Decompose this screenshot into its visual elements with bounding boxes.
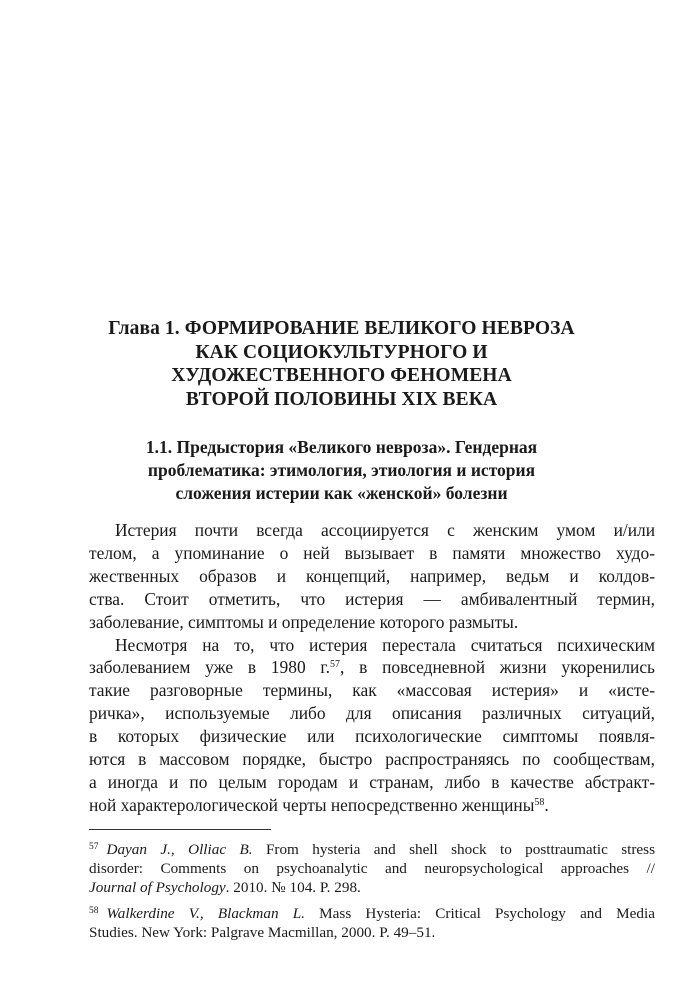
chapter-title-line: КАК СОЦИОКУЛЬТУРНОГО И	[195, 341, 488, 363]
text-line	[89, 794, 655, 817]
footnote-ref-57[interactable]: 57	[329, 659, 340, 671]
text-line: Истерия почти всегда ассоциируется с женским умом и/или	[115, 520, 655, 540]
text-line: такие разговорные термины, как «массовая истерия» и «исте-	[89, 680, 655, 701]
text-line: телом, а упоминание о ней вызывает в памяти множество худо-	[89, 542, 655, 563]
footnote-58	[89, 904, 655, 942]
text-line	[89, 656, 655, 679]
section-title	[100, 436, 583, 504]
text-line: в которых физические или психологические симптомы появля-	[89, 726, 655, 747]
footnote-line	[89, 840, 655, 859]
footnote-number: 57	[89, 842, 99, 852]
footnote-line	[89, 904, 655, 923]
paragraph-2	[89, 634, 655, 817]
text-fragment: Mass Hysteria: Critical Psychology and Media	[304, 904, 655, 922]
footnote-ref-58[interactable]: 58	[534, 796, 545, 808]
footnote-journal: Journal of Psychology	[89, 879, 226, 897]
chapter-title-line: Глава 1. ФОРМИРОВАНИЕ ВЕЛИКОГО НЕВРОЗА	[108, 318, 575, 339]
text-fragment: заболеванием уже в 1980 г.	[89, 657, 330, 678]
footnote-authors: Walkerdine V., Blackman L.	[106, 904, 305, 922]
text-line: ются в массовом порядке, быстро распространяясь по сообществам,	[89, 749, 655, 770]
section-title-line: проблематика: этимология, этиология и история	[147, 459, 536, 480]
section-title-line: 1.1. Предыстория «Великого невроза». Гендерная	[145, 437, 538, 457]
footnote-number: 58	[89, 905, 99, 916]
body-text	[89, 519, 655, 817]
text-fragment: .	[544, 794, 549, 815]
chapter-title	[100, 317, 583, 411]
footnotes	[89, 840, 655, 948]
text-line: ричка», используемые либо для описания различных ситуаций,	[89, 703, 655, 724]
text-fragment: , в повседневной жизни укоренились	[339, 657, 655, 678]
text-fragment: From hysteria and shell shock to posttraumatic stress	[252, 841, 655, 858]
text-line: ства. Стоит отметить, что истерия — амбивалентный термин,	[89, 588, 655, 609]
text-line: а иногда и по целым городам и странам, либо в качестве абстракт-	[89, 771, 655, 792]
chapter-title-line: ХУДОЖЕСТВЕННОГО ФЕНОМЕНА	[171, 365, 512, 386]
footnote-57	[89, 840, 655, 898]
footnote-line: disorder: Comments on psychoanalytic and neuropsychological approaches //	[89, 860, 655, 878]
chapter-title-line: ВТОРОЙ ПОЛОВИНЫ XIX ВЕКА	[185, 388, 498, 410]
footnote-line: Studies. New York: Palgrave Macmillan, 2000. P. 49–51.	[89, 923, 436, 941]
text-fragment: . 2010. № 104. P. 298.	[225, 879, 361, 897]
text-line: Несмотря на то, что истерия перестала считаться психическим	[115, 634, 655, 655]
footnote-authors: Dayan J., Olliac B.	[106, 841, 253, 858]
text-line: заболевание, симптомы и определение которого размыты.	[89, 611, 519, 632]
paragraph-1	[89, 519, 655, 634]
footnote-line	[89, 878, 655, 897]
section-title-line: сложения истерии как «женской» болезни	[175, 482, 508, 503]
footnote-divider	[89, 829, 271, 830]
text-line: жественных образов и концепций, например, ведьм и колдов-	[89, 565, 655, 586]
text-fragment: ной характерологической черты непосредственно женщины	[89, 794, 535, 815]
